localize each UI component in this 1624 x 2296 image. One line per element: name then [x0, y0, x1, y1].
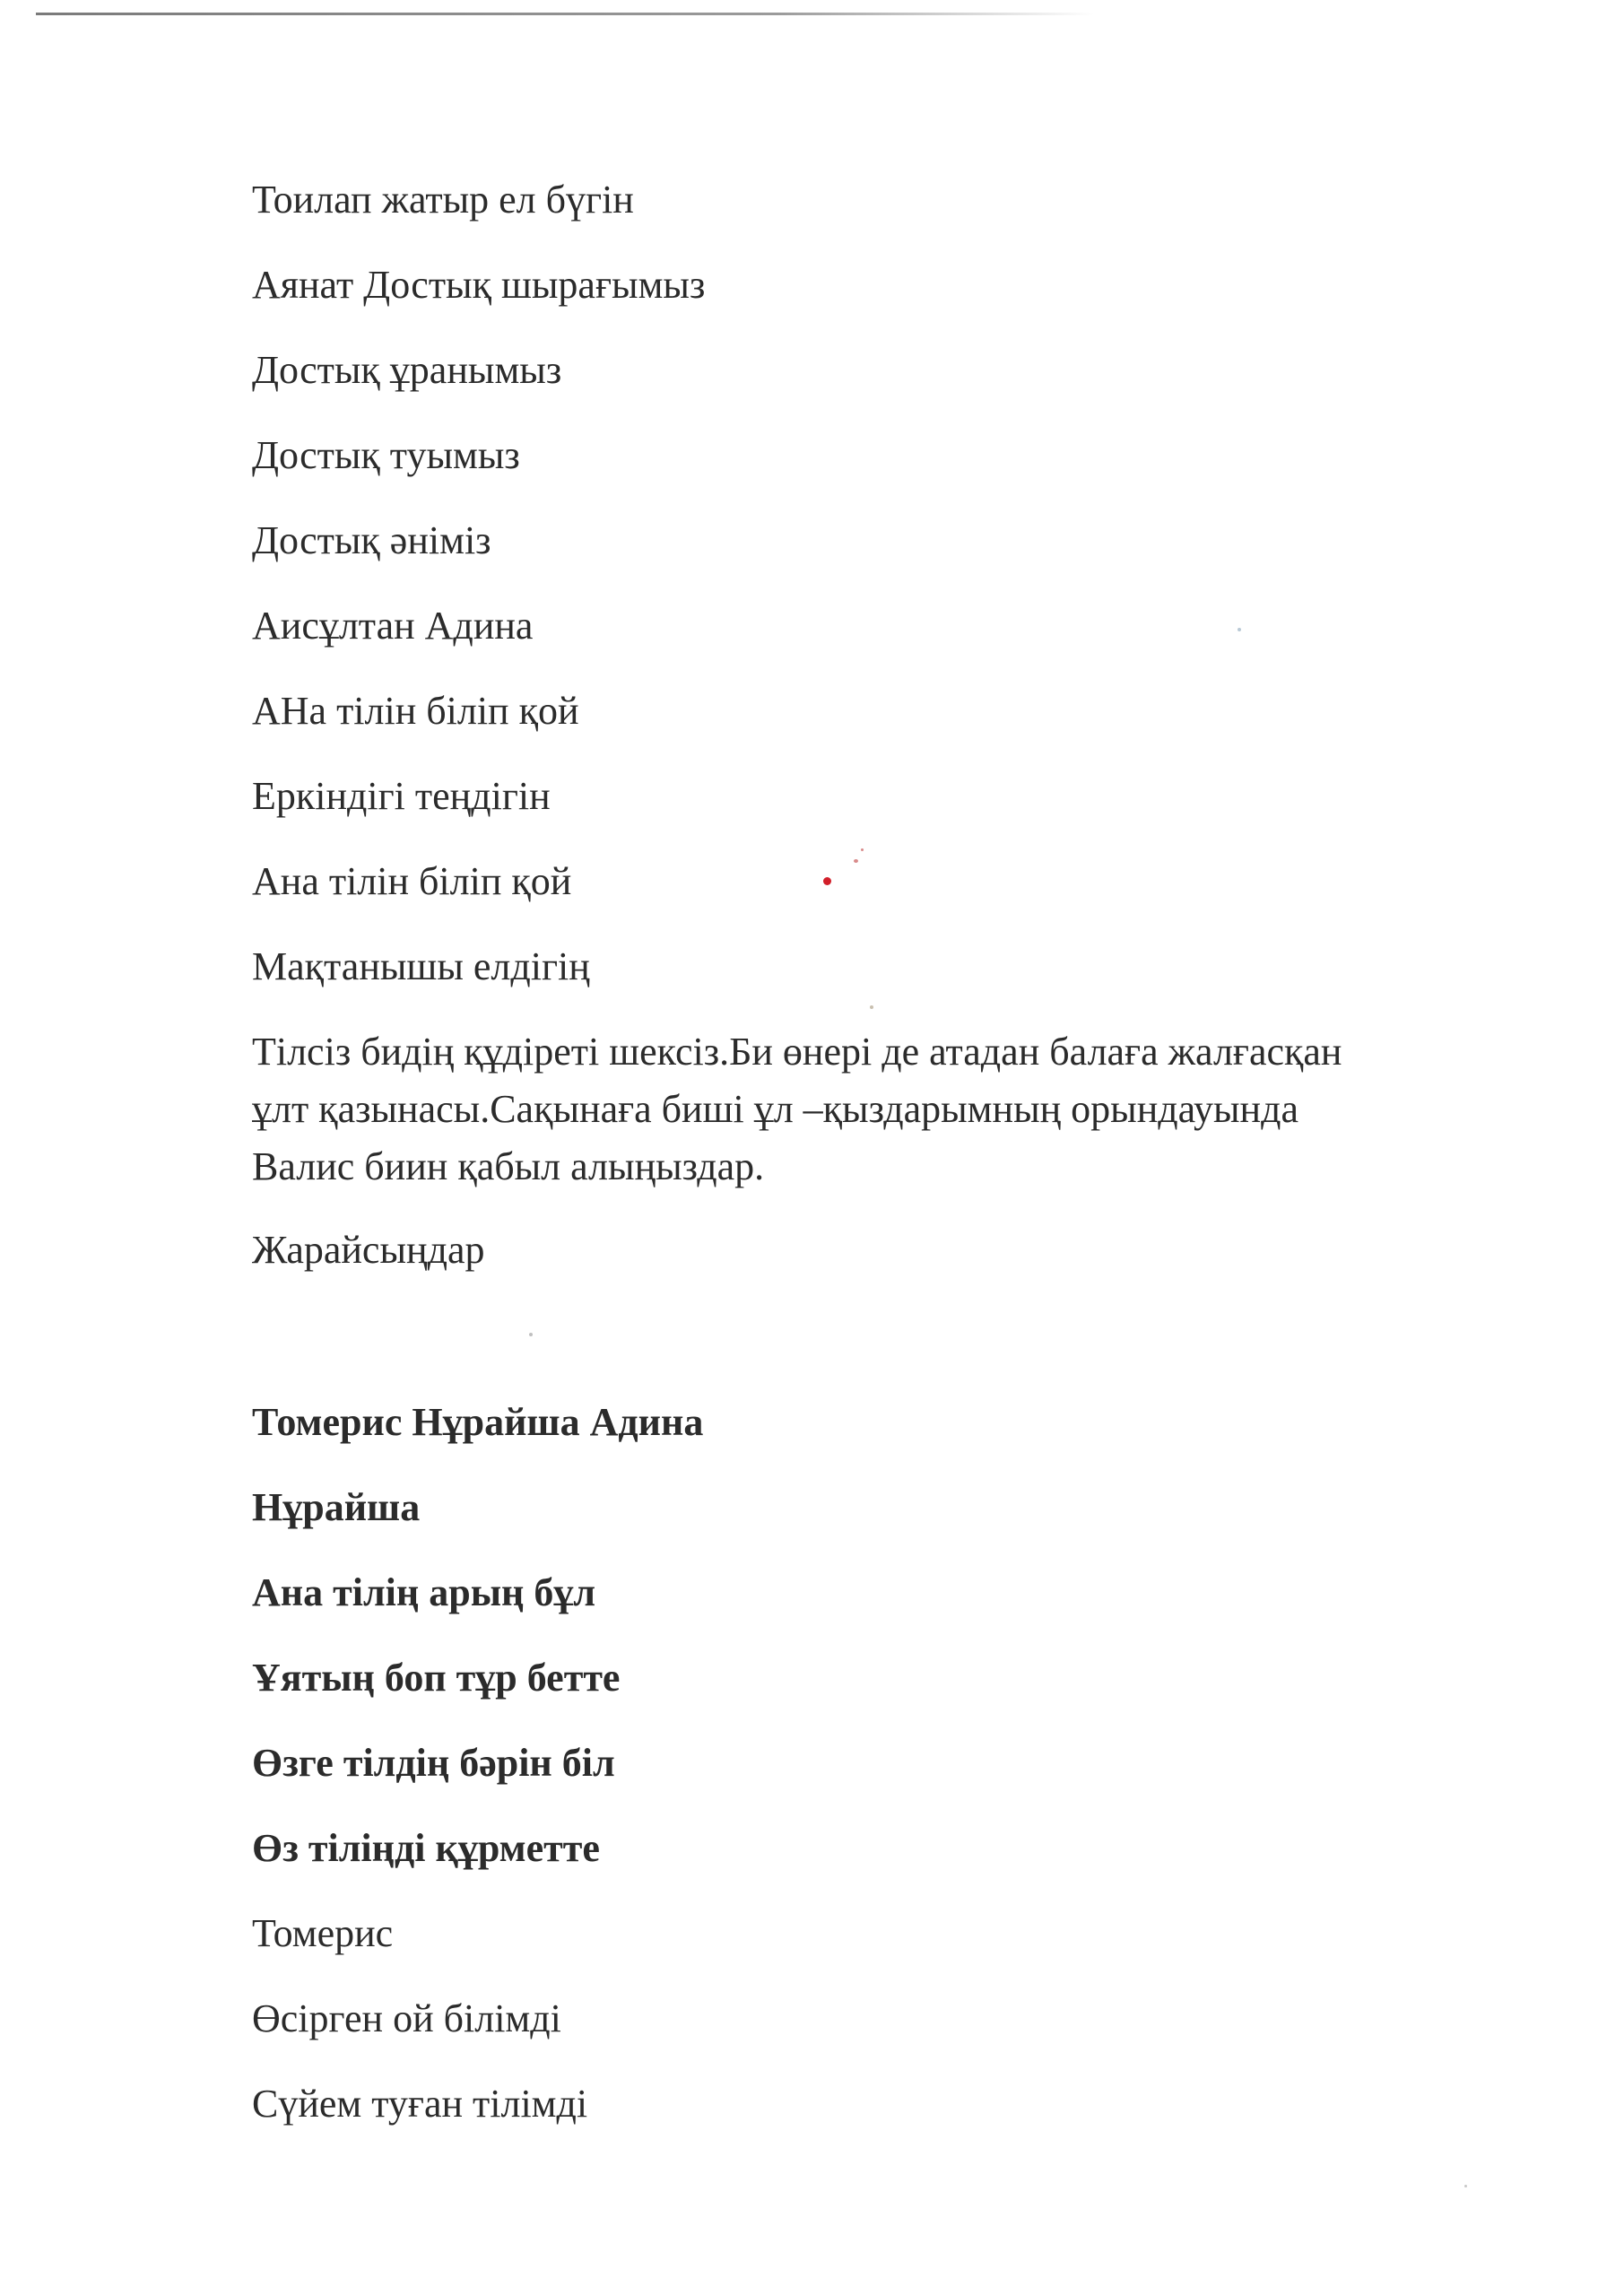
poem-line: Томерис [252, 1911, 394, 1955]
bold-line: Ана тілің арың бұл [252, 1570, 596, 1614]
bold-line: Өз тіліңді құрметте [252, 1826, 600, 1870]
bold-line: Ұятың боп тұр бетте [252, 1656, 621, 1700]
poem-line: Ана тілін біліп қой [252, 859, 572, 903]
dust-speck [870, 1005, 873, 1009]
poem-line: Достық әніміз [252, 518, 491, 562]
poem-line: Тоилап жатыр ел бүгін [252, 178, 634, 222]
poem-line: Аисұлтан Адина [252, 604, 534, 648]
poem-line: Достық ұранымыз [252, 348, 562, 392]
bold-line: Өзге тілдің бәрін біл [252, 1741, 615, 1785]
dust-speck [1464, 2185, 1467, 2187]
red-ink-speck [861, 848, 864, 851]
red-ink-speck [854, 859, 858, 863]
closing-line: Жарайсыңдар [252, 1228, 485, 1272]
poem-line: Достық туымыз [252, 433, 520, 477]
poem-line: Өсірген ой білімді [252, 1996, 561, 2040]
scan-top-edge [36, 13, 1094, 15]
red-ink-speck [823, 877, 831, 885]
poem-line: Мақтанышы елдігің [252, 944, 590, 988]
poem-line: АНа тілін біліп қой [252, 689, 579, 733]
poem-line: Еркіндігі теңдігін [252, 774, 551, 818]
bold-line: Томерис Нұрайша Адина [252, 1400, 704, 1444]
poem-line: Сүйем туған тілімді [252, 2082, 588, 2126]
paragraph-line: Тілсіз бидің құдіреті шексіз.Би өнері де атадан балаға жалғасқан [252, 1030, 1342, 1074]
dust-speck [1238, 628, 1241, 631]
paragraph-line: ұлт қазынасы.Сақынаға биші ұл –қыздарымның орындауында [252, 1087, 1298, 1131]
paragraph-line: Валис биин қабыл алыңыздар. [252, 1144, 765, 1188]
poem-line: Аянат Достық шырағымыз [252, 263, 706, 307]
bold-line: Нұрайша [252, 1485, 421, 1529]
dust-speck [529, 1333, 533, 1336]
